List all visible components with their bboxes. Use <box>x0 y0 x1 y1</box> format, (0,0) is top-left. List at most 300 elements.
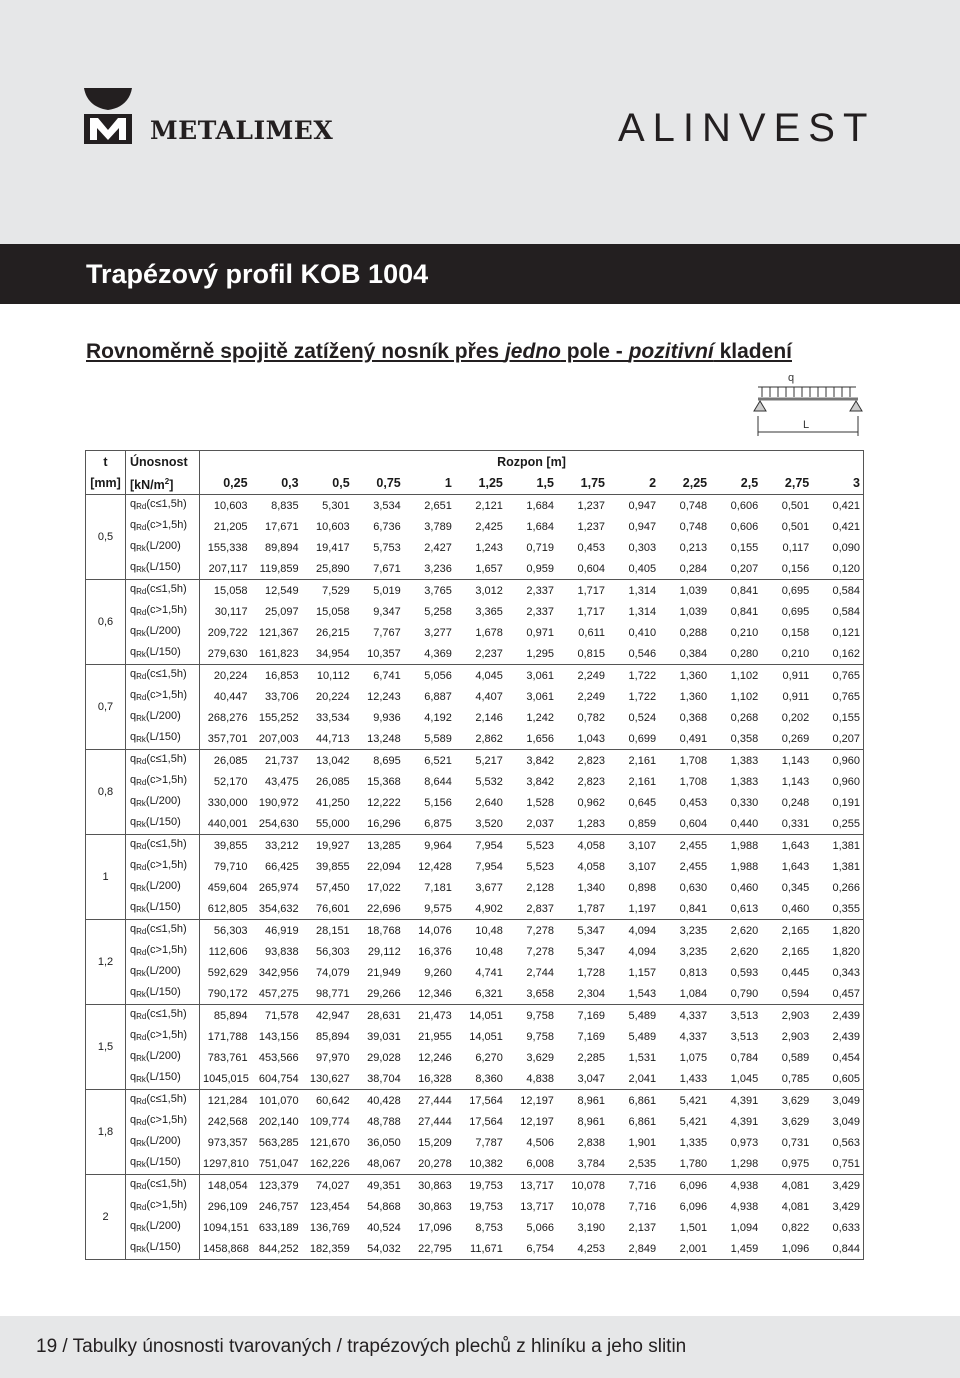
table-cell: 4,058 <box>577 860 605 873</box>
table-cell: 9,575 <box>404 898 455 920</box>
table-cell: 57,450 <box>316 881 350 894</box>
table-cell: 16,376 <box>418 945 452 958</box>
table-cell: 8,753 <box>475 1221 503 1234</box>
criterion-label <box>126 1153 200 1175</box>
table-cell: 4,506 <box>526 1136 554 1149</box>
table-cell: 123,454 <box>309 1200 350 1213</box>
table-cell: 0,751 <box>812 1153 863 1175</box>
criterion-subscript: Rk <box>136 1160 146 1169</box>
table-cell: 0,213 <box>679 541 708 554</box>
table-cell: 7,767 <box>373 626 401 639</box>
table-cell: 0,606 <box>730 520 759 533</box>
criterion-symbol: q <box>130 923 137 935</box>
table-cell: 2,249 <box>577 690 605 703</box>
table-cell: 79,710 <box>213 860 248 873</box>
table-cell: 0,975 <box>761 1153 812 1175</box>
table-row <box>86 813 864 835</box>
criterion-symbol: q <box>130 880 137 892</box>
table-cell: 29,112 <box>367 945 401 958</box>
table-cell: 8,961 <box>577 1094 605 1107</box>
table-row <box>86 1005 864 1027</box>
table-cell: 0,645 <box>628 796 657 809</box>
criterion-subscript: Rk <box>136 1224 146 1233</box>
table-cell: 0,584 <box>832 584 860 597</box>
table-cell: 4,192 <box>424 711 452 724</box>
table-cell: 7,529 <box>322 584 350 597</box>
criterion-subscript: Rd <box>136 1097 147 1106</box>
table-cell: 55,000 <box>302 813 353 835</box>
table-cell: 0,355 <box>812 898 863 920</box>
criterion-symbol: q <box>130 561 137 573</box>
criterion-condition: (c>1,5h) <box>146 1029 188 1041</box>
table-cell: 6,861 <box>628 1115 657 1128</box>
table-row <box>86 1068 864 1090</box>
criterion-subscript: Rd <box>136 1203 147 1212</box>
criterion-condition: (c≤1,5h) <box>146 498 187 510</box>
table-cell: 17,564 <box>469 1115 503 1128</box>
table-cell: 0,765 <box>832 669 860 682</box>
span-value: 0,3 <box>251 473 302 495</box>
table-cell: 2,037 <box>506 813 557 835</box>
table-cell: 0,191 <box>832 796 860 809</box>
table-cell: 6,008 <box>506 1153 557 1175</box>
table-cell: 1,988 <box>730 839 759 852</box>
table-row <box>86 920 864 942</box>
table-cell: 2,304 <box>557 983 608 1005</box>
table-cell: 10,603 <box>213 499 248 512</box>
table-cell: 563,285 <box>258 1136 299 1149</box>
thickness-value: 0,7 <box>86 665 126 750</box>
table-cell: 18,768 <box>367 924 401 937</box>
table-cell: 0,501 <box>781 520 810 533</box>
table-cell: 254,630 <box>251 813 302 835</box>
criterion-label <box>126 1132 200 1153</box>
table-cell: 3,107 <box>628 860 657 873</box>
table-cell: 2,146 <box>475 711 503 724</box>
table-row <box>86 1175 864 1197</box>
table-cell: 9,758 <box>526 1009 554 1022</box>
table-cell: 604,754 <box>251 1068 302 1090</box>
table-cell: 0,120 <box>812 558 863 580</box>
table-cell: 2,620 <box>730 924 759 937</box>
table-cell: 76,601 <box>302 898 353 920</box>
span-value: 0,25 <box>200 473 251 495</box>
criterion-condition: (L/200) <box>145 880 181 892</box>
criterion-label <box>126 665 200 687</box>
criterion-symbol: q <box>130 710 137 722</box>
table-row <box>86 898 864 920</box>
table-cell: 7,671 <box>353 558 404 580</box>
table-cell: 1,045 <box>710 1068 761 1090</box>
table-cell: 101,070 <box>258 1094 299 1107</box>
table-cell: 3,061 <box>526 669 554 682</box>
table-cell: 1,988 <box>730 860 759 873</box>
criterion-label <box>126 1047 200 1068</box>
table-cell: 16,853 <box>264 669 299 682</box>
table-cell: 1,102 <box>730 690 759 703</box>
table-row <box>86 665 864 687</box>
table-cell: 2,823 <box>577 775 605 788</box>
table-cell: 0,613 <box>710 898 761 920</box>
table-cell: 1,820 <box>832 945 860 958</box>
table-cell: 5,489 <box>628 1030 657 1043</box>
criterion-condition: (L/150) <box>145 646 181 658</box>
criterion-subscript: Rk <box>136 1245 146 1254</box>
table-cell: 26,085 <box>316 775 350 788</box>
table-cell: 0,790 <box>710 983 761 1005</box>
table-cell: 209,722 <box>207 626 248 639</box>
criterion-label <box>126 1005 200 1027</box>
table-cell: 121,670 <box>309 1136 350 1149</box>
table-cell: 1,283 <box>557 813 608 835</box>
table-cell: 1,728 <box>577 966 605 979</box>
table-cell: 0,695 <box>781 605 810 618</box>
table-cell: 2,001 <box>659 1238 710 1260</box>
table-cell: 1,197 <box>608 898 659 920</box>
criterion-condition: (c≤1,5h) <box>146 583 187 595</box>
criterion-symbol: q <box>130 753 137 765</box>
table-cell: 0,911 <box>782 690 810 703</box>
table-cell: 9,260 <box>424 966 452 979</box>
criterion-label <box>126 1217 200 1238</box>
table-cell: 1,656 <box>506 728 557 750</box>
criterion-symbol: q <box>130 1114 137 1126</box>
table-cell: 973,357 <box>207 1136 248 1149</box>
table-cell: 39,855 <box>213 839 248 852</box>
span-value: 1,5 <box>506 473 557 495</box>
table-cell: 6,887 <box>424 690 452 703</box>
table-cell: 155,338 <box>207 541 248 554</box>
criterion-symbol: q <box>130 583 137 595</box>
table-cell: 5,589 <box>404 728 455 750</box>
table-cell: 1,039 <box>679 605 708 618</box>
criterion-subscript: Rk <box>136 1139 146 1148</box>
table-cell: 2,838 <box>577 1136 605 1149</box>
table-cell: 93,838 <box>264 945 299 958</box>
table-cell: 330,000 <box>207 796 248 809</box>
table-cell: 130,627 <box>302 1068 353 1090</box>
table-cell: 1,684 <box>526 499 554 512</box>
criterion-condition: (c>1,5h) <box>146 944 188 956</box>
table-cell: 0,719 <box>526 541 554 554</box>
table-cell: 13,717 <box>520 1200 554 1213</box>
right-support-icon <box>850 401 862 411</box>
table-cell: 0,248 <box>781 796 810 809</box>
table-row <box>86 1153 864 1175</box>
table-cell: 4,081 <box>781 1179 810 1192</box>
table-cell: 3,236 <box>404 558 455 580</box>
table-cell: 5,523 <box>526 839 554 852</box>
thickness-value: 2 <box>86 1175 126 1260</box>
table-cell: 2,535 <box>608 1153 659 1175</box>
table-cell: 13,248 <box>353 728 404 750</box>
table-cell: 44,713 <box>302 728 353 750</box>
table-cell: 12,197 <box>520 1094 554 1107</box>
table-cell: 1094,151 <box>203 1221 249 1234</box>
criterion-symbol: q <box>130 498 137 510</box>
table-cell: 790,172 <box>200 983 251 1005</box>
criterion-condition: (c≤1,5h) <box>146 753 187 765</box>
criterion-label <box>126 941 200 962</box>
table-row <box>86 728 864 750</box>
table-cell: 0,210 <box>730 626 759 639</box>
criterion-symbol: q <box>130 1135 137 1147</box>
table-cell: 171,788 <box>207 1030 248 1043</box>
table-cell: 0,266 <box>832 881 860 894</box>
table-cell: 3,629 <box>526 1051 554 1064</box>
table-cell: 15,058 <box>316 605 350 618</box>
table-cell: 10,48 <box>475 924 503 937</box>
subtitle-emphasis: jedno <box>504 340 561 363</box>
span-value: 2 <box>608 473 659 495</box>
table-cell: 43,475 <box>264 775 299 788</box>
table-cell: 1,335 <box>679 1136 708 1149</box>
table-cell: 30,863 <box>418 1179 452 1192</box>
table-cell: 0,695 <box>781 584 810 597</box>
criterion-label <box>126 1068 200 1090</box>
subtitle-emphasis: pozitivní <box>628 340 714 363</box>
table-cell: 1,722 <box>628 669 657 682</box>
table-cell: 4,938 <box>730 1179 759 1192</box>
table-cell: 2,427 <box>424 541 452 554</box>
criterion-label <box>126 750 200 772</box>
criterion-symbol: q <box>130 646 137 658</box>
criterion-label <box>126 835 200 857</box>
table-cell: 3,629 <box>781 1115 810 1128</box>
criterion-symbol: q <box>130 1220 137 1232</box>
table-row <box>86 643 864 665</box>
span-value: 1,75 <box>557 473 608 495</box>
table-cell: 1,381 <box>832 860 860 873</box>
table-cell: 123,379 <box>258 1179 299 1192</box>
table-cell: 0,090 <box>832 541 860 554</box>
criterion-condition: (L/200) <box>145 710 181 722</box>
table-cell: 10,357 <box>353 643 404 665</box>
table-cell: 0,785 <box>761 1068 812 1090</box>
criterion-label <box>126 920 200 942</box>
table-cell: 2,285 <box>577 1051 605 1064</box>
criterion-symbol: q <box>130 1029 137 1041</box>
table-cell: 0,589 <box>781 1051 810 1064</box>
table-row <box>86 495 864 517</box>
table-cell: 2,425 <box>475 520 503 533</box>
table-cell: 1,780 <box>659 1153 710 1175</box>
table-cell: 0,813 <box>679 966 708 979</box>
table-cell: 3,047 <box>557 1068 608 1090</box>
table-cell: 0,501 <box>781 499 810 512</box>
table-cell: 2,137 <box>628 1221 657 1234</box>
criterion-symbol: q <box>130 540 137 552</box>
table-cell: 1,039 <box>679 584 708 597</box>
table-cell: 1,528 <box>526 796 554 809</box>
criterion-label <box>126 856 200 877</box>
load-label: q <box>788 372 795 384</box>
criterion-condition: (L/150) <box>145 1071 181 1083</box>
criterion-symbol: q <box>130 986 137 998</box>
criterion-subscript: Rd <box>136 757 147 766</box>
criterion-subscript: Rd <box>136 842 147 851</box>
table-row <box>86 835 864 857</box>
span-value: 3 <box>812 473 863 495</box>
table-cell: 5,019 <box>373 584 401 597</box>
table-cell: 1458,868 <box>200 1238 251 1260</box>
table-cell: 36,050 <box>367 1136 401 1149</box>
table-body <box>86 495 864 1260</box>
table-cell: 15,368 <box>367 775 401 788</box>
criterion-condition: (L/150) <box>145 561 181 573</box>
criterion-subscript: Rk <box>136 905 146 914</box>
criterion-symbol: q <box>130 1093 137 1105</box>
table-cell: 5,217 <box>475 754 503 767</box>
table-cell: 5,156 <box>424 796 452 809</box>
table-cell: 190,972 <box>258 796 299 809</box>
span-value: 0,5 <box>302 473 353 495</box>
table-cell: 0,784 <box>730 1051 759 1064</box>
table-cell: 1297,810 <box>200 1153 251 1175</box>
table-cell: 0,960 <box>832 754 860 767</box>
table-cell: 40,447 <box>213 690 248 703</box>
table-cell: 155,252 <box>258 711 299 724</box>
table-cell: 109,774 <box>309 1115 350 1128</box>
table-cell: 19,417 <box>316 541 350 554</box>
table-cell: 0,605 <box>812 1068 863 1090</box>
table-cell: 2,041 <box>608 1068 659 1090</box>
capacity-unit <box>126 473 200 495</box>
criterion-subscript: Rd <box>136 1118 147 1127</box>
table-cell: 14,051 <box>469 1030 503 1043</box>
table-cell: 49,351 <box>367 1179 401 1192</box>
table-cell: 440,001 <box>200 813 251 835</box>
table-cell: 46,919 <box>264 924 299 937</box>
table-row <box>86 1132 864 1153</box>
span-value: 1,25 <box>455 473 506 495</box>
table-cell: 2,337 <box>526 584 554 597</box>
table-cell: 20,278 <box>404 1153 455 1175</box>
table-cell: 74,079 <box>316 966 350 979</box>
criterion-label <box>126 771 200 792</box>
table-cell: 357,701 <box>200 728 251 750</box>
table-cell: 27,444 <box>418 1115 452 1128</box>
table-cell: 71,578 <box>264 1009 299 1022</box>
table-cell: 0,841 <box>730 605 759 618</box>
criterion-label <box>126 1111 200 1132</box>
table-cell: 0,699 <box>608 728 659 750</box>
criterion-symbol: q <box>130 1071 137 1083</box>
table-cell: 633,189 <box>258 1221 299 1234</box>
table-cell: 74,027 <box>316 1179 350 1192</box>
table-cell: 0,345 <box>781 881 810 894</box>
table-cell: 0,207 <box>710 558 761 580</box>
span-header: Rozpon [m] <box>497 454 566 469</box>
table-cell: 2,237 <box>455 643 506 665</box>
criterion-symbol: q <box>130 668 137 680</box>
table-cell: 121,284 <box>207 1094 248 1107</box>
table-cell: 1,298 <box>710 1153 761 1175</box>
table-cell: 0,782 <box>577 711 605 724</box>
thickness-value: 0,6 <box>86 580 126 665</box>
table-cell: 0,421 <box>832 520 860 533</box>
table-cell: 54,868 <box>367 1200 401 1213</box>
table-cell: 0,343 <box>832 966 860 979</box>
criterion-subscript: Rd <box>136 502 147 511</box>
criterion-symbol: q <box>130 519 137 531</box>
table-row <box>86 792 864 813</box>
table-cell: 2,128 <box>526 881 554 894</box>
table-cell: 29,266 <box>353 983 404 1005</box>
table-cell: 5,421 <box>679 1094 708 1107</box>
table-row <box>86 686 864 707</box>
table-cell: 1,295 <box>506 643 557 665</box>
table-cell: 28,631 <box>367 1009 401 1022</box>
table-row <box>86 877 864 898</box>
table-cell: 0,330 <box>730 796 759 809</box>
table-cell: 0,268 <box>730 711 759 724</box>
table-cell: 1,340 <box>577 881 605 894</box>
table-cell: 1,381 <box>832 839 860 852</box>
table-row <box>86 1238 864 1260</box>
table-cell: 10,112 <box>316 669 350 682</box>
table-cell: 10,382 <box>455 1153 506 1175</box>
table-cell: 3,049 <box>832 1115 860 1128</box>
criterion-symbol: q <box>130 1050 137 1062</box>
table-cell: 136,769 <box>309 1221 350 1234</box>
table-cell: 9,936 <box>373 711 401 724</box>
criterion-subscript: Rk <box>136 1054 146 1063</box>
criterion-label <box>126 537 200 558</box>
table-cell: 0,421 <box>832 499 860 512</box>
table-cell: 2,165 <box>781 945 810 958</box>
criterion-symbol: q <box>130 1178 137 1190</box>
subtitle-text: Rovnoměrně spojitě zatížený nosník přes <box>86 340 505 363</box>
table-cell: 0,255 <box>812 813 863 835</box>
table-cell: 4,391 <box>730 1094 759 1107</box>
table-cell: 3,765 <box>424 584 452 597</box>
table-cell: 8,961 <box>577 1115 605 1128</box>
table-cell: 6,736 <box>373 520 401 533</box>
criterion-subscript: Rk <box>136 799 146 808</box>
table-cell: 268,276 <box>207 711 248 724</box>
criterion-subscript: Rd <box>136 1182 147 1191</box>
criterion-condition: (L/200) <box>145 1220 181 1232</box>
subtitle-text: pole - <box>560 340 629 363</box>
table-cell: 2,903 <box>781 1009 810 1022</box>
table-cell: 112,606 <box>208 945 248 958</box>
table-row <box>86 1217 864 1238</box>
criterion-label <box>126 1238 200 1260</box>
table-cell: 25,097 <box>264 605 299 618</box>
table-cell: 2,161 <box>628 754 657 767</box>
table-cell: 0,155 <box>730 541 759 554</box>
table-cell: 26,085 <box>213 754 248 767</box>
table-cell: 12,549 <box>264 584 299 597</box>
table-cell: 21,737 <box>264 754 299 767</box>
table-cell: 5,301 <box>322 499 350 512</box>
criterion-symbol: q <box>130 1199 137 1211</box>
table-cell: 0,959 <box>506 558 557 580</box>
footer-band <box>0 1316 960 1378</box>
table-cell: 21,955 <box>418 1030 452 1043</box>
table-cell: 9,347 <box>373 605 401 618</box>
table-cell: 612,805 <box>200 898 251 920</box>
table-row <box>86 1111 864 1132</box>
table-cell: 0,606 <box>730 499 759 512</box>
table-cell: 38,704 <box>353 1068 404 1090</box>
table-cell: 28,151 <box>316 924 350 937</box>
table-cell: 161,823 <box>251 643 302 665</box>
table-cell: 279,630 <box>200 643 251 665</box>
table-cell: 453,566 <box>258 1051 299 1064</box>
table-cell: 0,584 <box>832 605 860 618</box>
